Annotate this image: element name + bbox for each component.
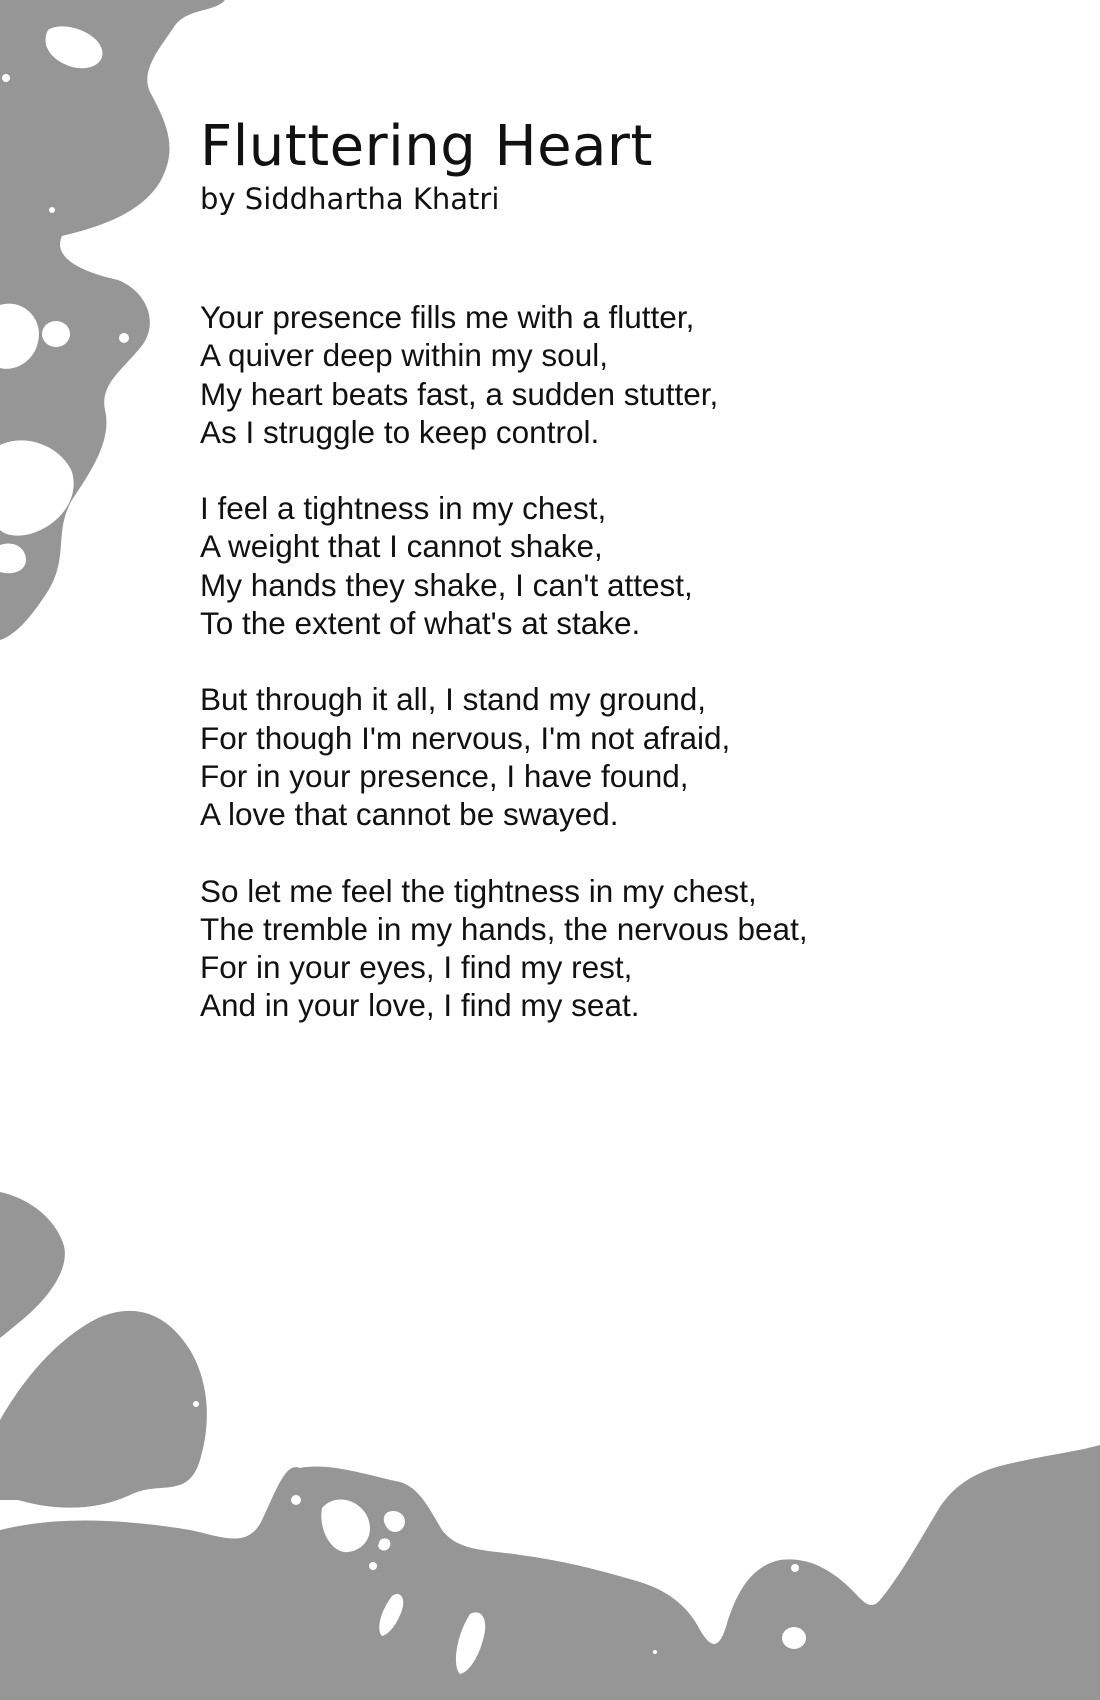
poem-author-byline: by Siddhartha Khatri [200, 182, 500, 216]
poem-line: To the extent of what's at stake. [200, 605, 641, 642]
stanza-1 [200, 298, 1020, 451]
poem-line: I feel a tightness in my chest, [200, 490, 607, 527]
poem-body [200, 298, 1020, 1025]
poem-line: So let me feel the tightness in my chest, [200, 872, 757, 909]
stanza-4 [200, 872, 1020, 1025]
poem-line: But through it all, I stand my ground, [200, 681, 707, 718]
poem-line: A quiver deep within my soul, [200, 337, 608, 374]
splatter-bottom [0, 1192, 1100, 1700]
poem-line: And in your love, I find my seat. [200, 987, 640, 1024]
poem-document [200, 112, 1020, 1063]
stanza-3 [200, 680, 1020, 833]
stanza-2 [200, 489, 1020, 642]
poem-line: For in your presence, I have found, [200, 757, 689, 794]
poem-line: The tremble in my hands, the nervous beat, [200, 910, 808, 947]
poem-line: A love that cannot be swayed. [200, 796, 619, 833]
poem-line: For in your eyes, I find my rest, [200, 949, 633, 986]
poem-title: Fluttering Heart [200, 114, 653, 179]
poem-line: My hands they shake, I can't attest, [200, 566, 693, 603]
poem-line: As I struggle to keep control. [200, 413, 600, 450]
poem-line: A weight that I cannot shake, [200, 528, 603, 565]
poem-line: My heart beats fast, a sudden stutter, [200, 375, 719, 412]
poem-line: For though I'm nervous, I'm not afraid, [200, 719, 731, 756]
poem-line: Your presence fills me with a flutter, [200, 299, 695, 335]
